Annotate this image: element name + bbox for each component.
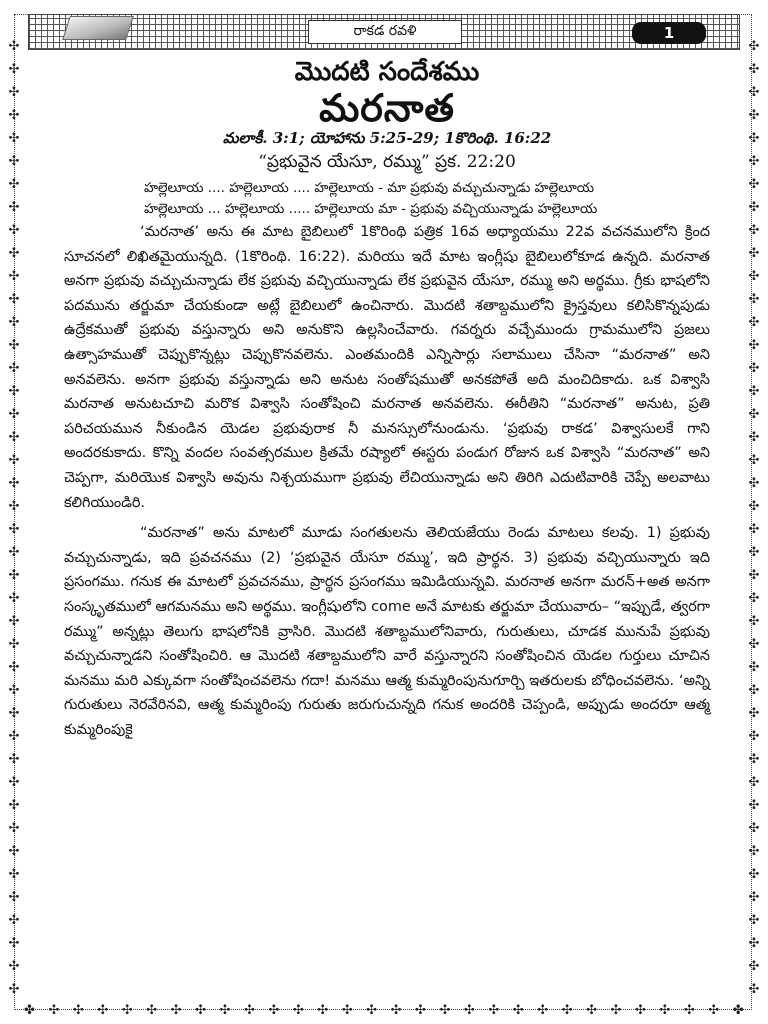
- ornament-icon: ✣: [8, 936, 20, 951]
- ornament-icon: ✣: [610, 1002, 622, 1018]
- bottom-ornament-border: [24, 1002, 744, 1018]
- ornament-icon: ✣: [8, 154, 20, 169]
- ornament-icon: ✣: [748, 131, 760, 146]
- paragraph-text: ‘మరనాత’ అను ఈ మాట బైబిలులో 1కొరింథి పత్రిక 16వ అధ్యాయము 22వ వచనములోని క్రింద సూచనలో లిఖితమైయున్నది. (1కొరింథి. 16:22). మరియు ఇదే మాట ఇంగ్లీషు బైబిలులోకూడ ఉన్నది. మరనాత అనగా ప్రభువు వచ్చుచున్నాడు లేక ప్రభువు వచ్చియున్నాడు లేక ప్రభువైన యేసూ, రమ్ము అని అర్థము. గ్రీకు భాషలోని పదమును తర్జుమా చేయకుండా అట్లే బైబిలులో ఉంచినారు. మొదటి శతాబ్దములోని క్రైస్తవులు కలిసికొన్నపుడు ఉద్రేకముతో ప్రభువు వస్తున్నారు అని అనుకొని ఉల్లసించేవారు. గవర్నరు వచ్చేముందు గ్రామములోని ప్రజలు ఉత్సాహముతో చెప్పుకొన్నట్లు చెప్పుకొనవలెను. ఎంతమందికి ఎన్నిసార్లు సలాములు చేసినా “మరనాత” అని అనవలెను. అనగా ప్రభువు వస్తున్నాడు అని అనుట సంతోషముతో అనకపోతే అది మంచిదికాదు. ఒక విశ్వాసి మరనాత అనుటచూచి మరొక విశ్వాసి సంతోషించి మరనాత అనవలెను. ఈరీతిని “మరనాత” అనుట, ప్రతి పరిచయమున నీకుండిన యెడల ప్రభువురాక నీ మనస్సులోనుండును. ‘ప్రభువు రాకడ’ విశ్వాసులకే గాని అందరకుకాదు. కొన్ని వందల సంవత్సరముల క్రితమే రష్యాలో ఈస్టరు పండుగ రోజున ఒక విశ్వాసి “మరనాత” అని చెప్పగా, మరియొక విశ్వాసి అవును నిశ్చయముగా ప్రభువు లేచియున్నాడు అని తిరిగి ఎదుటివారికి చెప్పే అలవాటు కలిగియుండిరి.: [64, 224, 710, 511]
- ornament-icon: ✣: [748, 361, 760, 376]
- ornament-icon: ✣: [748, 62, 760, 77]
- ornament-icon: ✣: [8, 568, 20, 583]
- right-ornament-border: [744, 40, 764, 996]
- ornament-icon: ✣: [8, 39, 20, 54]
- ornament-icon: ✣: [748, 154, 760, 169]
- ornament-icon: ✣: [8, 522, 20, 537]
- ornament-icon: ✣: [748, 200, 760, 215]
- key-verse: “ప్రభువైన యేసూ, రమ్ము” ప్రక. 22:20: [258, 152, 516, 172]
- ornament-icon: ✣: [8, 108, 20, 123]
- ornament-icon: ✣: [8, 338, 20, 353]
- ornament-icon: ✣: [72, 1002, 84, 1018]
- ornament-icon: ✣: [390, 1002, 402, 1018]
- ornament-icon: ✣: [97, 1002, 109, 1018]
- ornament-icon: ✣: [586, 1002, 597, 1018]
- ornament-icon: ✣: [8, 62, 20, 77]
- ornament-icon: ✣: [8, 131, 20, 146]
- ornament-icon: ✣: [8, 706, 20, 721]
- ornament-icon: ✣: [748, 591, 760, 606]
- ornament-icon: ✣: [366, 1002, 378, 1018]
- ornament-icon: ✣: [8, 361, 20, 376]
- ornament-icon: ✣: [8, 775, 20, 790]
- ornament-icon: ✣: [748, 890, 760, 905]
- page-content: [64, 56, 710, 742]
- ornament-icon: ✣: [634, 1002, 646, 1018]
- ornament-icon: ✣: [8, 752, 20, 767]
- message-title: మరనాత: [319, 86, 455, 130]
- ornament-icon: ✣: [748, 683, 760, 698]
- ornament-icon: ✣: [243, 1002, 255, 1018]
- ornament-icon: ✣: [8, 683, 20, 698]
- paragraph-text: “మరనాత” అను మాటలో మూడు సంగతులను తెలియజేయు రెండు మాటలు కలవు. 1) ప్రభువు వచ్చుచున్నాడు, ఇది ప్రవచనము (2) ‘ప్రభువైన యేసూ రమ్ము’, ఇది ప్రార్థన. 3) ప్రభువు వచ్చియున్నారు ఇది ప్రసంగము. గనుక ఈ మాటలో ప్రవచనము, ప్రార్థన ప్రసంగము ఇమిడియున్నవి. మరనాత అనగా మరన్+అత అనగా సంస్కృతములో ఆగమనము అని అర్థము. ఇంగ్లీషులోని come అనే మాటకు తర్జుమా చేయువారు– “ఇప్పుడే, త్వరగా రమ్ము” అన్నట్లు తెలుగు భాషలోనికి వ్రాసిరి. మొదటి శతాబ్దములోనివారు, గురుతులు, చూడక మునుపే ప్రభువు వచ్చుచున్నాడని సంతోషించిరి. ఆ మొదటి శతాబ్దములోని వారే వస్తున్నారని సంతోషించిన యెడల గుర్తులు చూచిన మనము మరి ఎక్కువగా సంతోషించవలెను గదా! మనము ఆత్మ కుమ్మరింపునుగూర్చి ఇతరులకు బోధించవలెను. ‘అన్ని గురుతులు నెరవేరినవి, ఆత్మ కుమ్మరింపు గురుతు జరుగుచున్నది గనుక అందరికి చెప్పండి, అప్పుడు అందరూ ఆత్మ కుమ్మరింపుకై: [64, 525, 710, 738]
- ornament-icon: ✣: [8, 200, 20, 215]
- ornament-icon: ✣: [748, 913, 760, 928]
- ornament-icon: ✣: [561, 1002, 573, 1018]
- ornament-icon: ✣: [748, 959, 760, 974]
- ornament-icon: ✣: [8, 545, 20, 560]
- ornament-icon: ✣: [748, 223, 760, 238]
- scripture-references: మలాకీ. 3:1; యోహాను 5:25-29; 1కొరింథి. 16:22: [222, 129, 552, 147]
- ornament-icon: ✣: [748, 407, 760, 422]
- ornament-icon: ✣: [748, 936, 760, 951]
- body-paragraph: [64, 220, 710, 515]
- ornament-icon: ✣: [8, 407, 20, 422]
- ornament-icon: ✣: [748, 522, 760, 537]
- ornament-icon: ✣: [748, 775, 760, 790]
- hallelujah-text: హల్లెలూయ ... హల్లెలూయ ..... హల్లెలూయ మా - ప్రభువు వచ్చియున్నాడు హల్లెలూయ: [144, 201, 598, 217]
- hallelujah-line: [64, 199, 710, 220]
- ornament-icon: ✣: [8, 890, 20, 905]
- running-title: రాకడ రవళి: [308, 20, 462, 44]
- ornament-icon: ✣: [8, 223, 20, 238]
- ornament-icon: ✣: [8, 430, 20, 445]
- ornament-icon: ✣: [8, 959, 20, 974]
- ornament-icon: ✣: [748, 177, 760, 192]
- ornament-icon: ✣: [748, 338, 760, 353]
- ornament-icon: ✣: [48, 1002, 60, 1018]
- ornament-icon: ✣: [748, 476, 760, 491]
- ornament-icon: ✣: [748, 660, 760, 675]
- ornament-icon: ✣: [537, 1002, 549, 1018]
- ornament-icon: ✣: [8, 614, 20, 629]
- ornament-icon: ✣: [748, 108, 760, 123]
- page-curl-graphic: [62, 16, 134, 40]
- ornament-icon: ✣: [8, 867, 20, 882]
- ornament-icon: ✣: [659, 1002, 671, 1018]
- ornament-icon: ✣: [512, 1002, 524, 1018]
- ornament-icon: ✣: [170, 1002, 182, 1018]
- ornament-icon: ✤: [732, 1002, 744, 1018]
- ornament-icon: ✣: [8, 246, 20, 261]
- ornament-icon: ✣: [748, 246, 760, 261]
- ornament-icon: ✣: [8, 292, 20, 307]
- ornament-icon: ✣: [8, 913, 20, 928]
- ornament-icon: ✣: [8, 499, 20, 514]
- ornament-icon: ✣: [748, 430, 760, 445]
- ornament-icon: ✣: [8, 982, 20, 997]
- message-label: మొదటి సందేశము: [294, 57, 480, 87]
- ornament-icon: ✣: [748, 568, 760, 583]
- ornament-icon: ✣: [268, 1002, 280, 1018]
- ornament-icon: ✣: [748, 867, 760, 882]
- ornament-icon: ✣: [748, 637, 760, 652]
- ornament-icon: ✣: [748, 545, 760, 560]
- ornament-icon: ✣: [8, 476, 20, 491]
- ornament-icon: ✣: [748, 315, 760, 330]
- hallelujah-line: [64, 178, 710, 199]
- ornament-icon: ✣: [463, 1002, 475, 1018]
- hallelujah-text: హల్లెలూయ .... హల్లెలూయ .... హల్లెలూయ - మా ప్రభువు వచ్చుచున్నాడు హల్లెలూయ: [144, 180, 595, 196]
- ornament-icon: ✣: [8, 384, 20, 399]
- ornament-icon: ✣: [8, 798, 20, 813]
- left-ornament-border: [4, 40, 24, 996]
- ornament-icon: ✣: [748, 706, 760, 721]
- ornament-icon: ✣: [748, 729, 760, 744]
- ornament-icon: ✣: [8, 821, 20, 836]
- ornament-icon: ✣: [415, 1002, 426, 1018]
- ornament-icon: ✣: [8, 660, 20, 675]
- ornament-icon: ✣: [341, 1002, 353, 1018]
- ornament-icon: ✣: [195, 1002, 206, 1018]
- ornament-icon: ✣: [748, 752, 760, 767]
- ornament-icon: ✣: [8, 85, 20, 100]
- ornament-icon: ✣: [292, 1002, 304, 1018]
- ornament-icon: ✣: [708, 1002, 720, 1018]
- ornament-icon: ✣: [8, 177, 20, 192]
- ornament-icon: ✣: [748, 39, 760, 54]
- ornament-icon: ✣: [748, 384, 760, 399]
- ornament-icon: ✣: [317, 1002, 329, 1018]
- ornament-icon: ✣: [8, 453, 20, 468]
- ornament-icon: ✣: [8, 269, 20, 284]
- ornament-icon: ✣: [8, 844, 20, 859]
- ornament-icon: ✣: [8, 315, 20, 330]
- ornament-icon: ✣: [683, 1002, 695, 1018]
- ornament-icon: ✣: [121, 1002, 133, 1018]
- ornament-icon: ✣: [748, 85, 760, 100]
- ornament-icon: ✤: [24, 1002, 35, 1018]
- ornament-icon: ✣: [748, 453, 760, 468]
- ornament-icon: ✣: [146, 1002, 158, 1018]
- ornament-icon: ✣: [439, 1002, 451, 1018]
- ornament-icon: ✣: [748, 844, 760, 859]
- ornament-icon: ✣: [748, 269, 760, 284]
- ornament-icon: ✣: [748, 798, 760, 813]
- ornament-icon: ✣: [8, 729, 20, 744]
- ornament-icon: ✣: [748, 499, 760, 514]
- ornament-icon: ✣: [748, 614, 760, 629]
- body-paragraph: [64, 521, 710, 742]
- page-number-badge: 1: [632, 22, 706, 44]
- ornament-icon: ✣: [219, 1002, 231, 1018]
- ornament-icon: ✣: [8, 637, 20, 652]
- ornament-icon: ✣: [748, 292, 760, 307]
- ornament-icon: ✣: [748, 821, 760, 836]
- ornament-icon: ✣: [748, 982, 760, 997]
- ornament-icon: ✣: [488, 1002, 500, 1018]
- ornament-icon: ✣: [8, 591, 20, 606]
